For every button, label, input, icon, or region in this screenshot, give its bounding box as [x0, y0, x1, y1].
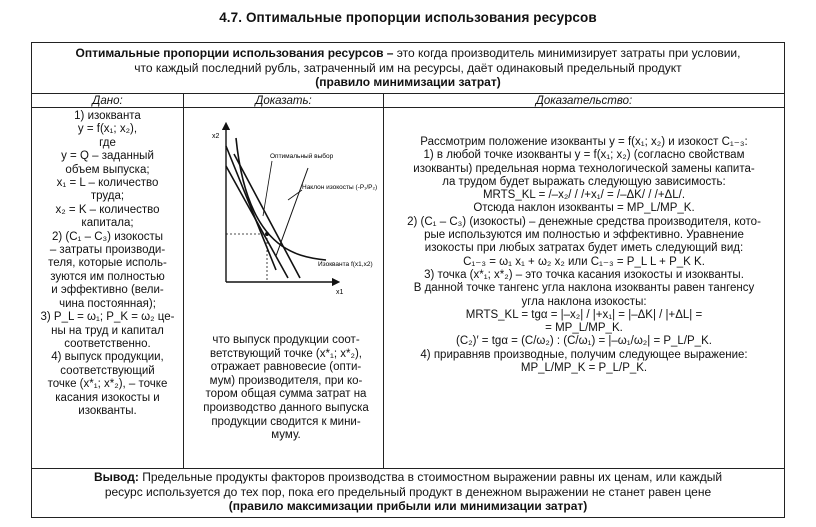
page-title: 4.7. Оптимальные пропорции использования ресурсов — [219, 10, 597, 25]
proof-line: Отсюда наклон изокванты = MP_L/MP_K. — [473, 202, 695, 215]
definition-text-1: это когда производитель минимизирует затраты при условии, — [393, 46, 741, 60]
optimal-choice-label: Оптимальный выбор — [270, 153, 334, 160]
proof-line: MRTS_KL = tgα = |–x₂| / |+x₁| = |–ΔK| / |+ΔL| = — [465, 308, 703, 321]
isocost-line-2 — [226, 166, 288, 278]
given-line: ны на труд и капитал — [51, 324, 164, 337]
header-given: Дано: — [32, 94, 184, 108]
prove-line: что выпуск продукции соот- — [212, 334, 360, 346]
proof-line: 4) приравняв производные, получим следующее выражение: — [420, 348, 748, 361]
given-line: 1) изокванта — [74, 110, 141, 122]
given-line: касания изокосты и — [55, 391, 160, 404]
prove-line: муму. — [271, 429, 301, 442]
given-line: изокванты. — [78, 404, 137, 417]
proof-line: MP_L/MP_K = P_L/P_K. — [520, 362, 648, 375]
isocost-line-1 — [226, 146, 276, 270]
proof-line: В данной точке тангенс угла наклона изокванты равен тангенсу — [413, 282, 755, 295]
isocost-slope-label: Наклон изокосты (-P₁/P₂) — [302, 184, 378, 191]
given-line: точке (x*₁; x*₂), – точке — [47, 378, 168, 391]
isoquant-diagram — [184, 108, 384, 308]
given-line: – затраты производи- — [49, 244, 166, 257]
given-column — [32, 108, 184, 468]
conclusion-text-2: ресурс используется до тех пор, пока его предельный продукт в денежном выражении не станет равен цене — [104, 484, 712, 499]
conclusion-rule: (правило максимизации прибыли или минимизации затрат) — [228, 499, 588, 513]
proof-line: 3) точка (x*₁; x*₂) – это точка касания изокосты и изокванты. — [424, 268, 744, 281]
definition-term: Оптимальные пропорции использования ресурсов – — [75, 46, 394, 60]
proof-line: рые используются им полностью и эффективно. Уравнение — [424, 229, 744, 242]
given-line: 2) (C₁ – C₃) изокосты — [51, 230, 164, 243]
conclusion-text-1: Предельные продукты факторов производства в стоимостном выражении равны их ценам, или каждый — [138, 470, 723, 484]
proof-line: изокванты) предельная норма технологической замены капита- — [413, 162, 755, 175]
definition-text-2: что каждый последний рубль, затраченный им на ресурсы, даёт одинаковый предельный продукт — [134, 60, 682, 75]
prove-line: отражает равновесие (опти- — [210, 361, 362, 374]
given-line: y = f(x₁; x₂), — [77, 123, 138, 136]
definition-rule: (правило минимизации затрат) — [315, 75, 501, 89]
proof-column — [384, 108, 784, 468]
given-line: 4) выпуск продукции, — [51, 351, 164, 364]
given-line: где — [99, 136, 116, 149]
given-line: x₂ = K – количество — [55, 203, 160, 216]
proof-line: (C₂)′ = tgα = (C/ω₂) : (C/ω₁) = |–ω₁/ω₂| = P_L/P_K. — [456, 335, 712, 348]
given-line: соответствующий — [60, 364, 155, 377]
tangent-line — [276, 168, 308, 256]
proof-line: 1) в любой точке изокванты y = f(x₁; x₂) (согласно свойствам — [423, 149, 745, 162]
proof-line: = MP_L/MP_K. — [545, 322, 623, 335]
given-line: соответственно. — [64, 337, 151, 350]
slope-label-leader — [288, 190, 302, 200]
given-line: труда; — [90, 190, 125, 203]
prove-line: тором общая сумма затрат на — [205, 388, 367, 401]
given-line: и эффективно (вели- — [51, 284, 164, 297]
given-line: x₁ = L – количество — [56, 177, 159, 190]
given-line: теля, которые исполь- — [48, 257, 167, 270]
conclusion-block — [32, 468, 784, 517]
given-line: зуются им полностью — [50, 270, 165, 283]
prove-statement — [198, 334, 374, 443]
given-line: капитала; — [81, 217, 134, 230]
proof-line: Рассмотрим положение изокванты y = f(x₁; x₂) и изокост C₁₋₃: — [420, 136, 748, 148]
proof-line: 2) (C₁ – C₃) (изокосты) – денежные средства производителя, кото- — [407, 215, 761, 228]
proof-line: ла трудом будет выражать следующую зависимость: — [442, 175, 726, 188]
isoquant-label: Изокванта f(x1,x2) — [318, 261, 373, 268]
given-line: y = Q – заданный — [61, 150, 154, 163]
y-axis-label: x2 — [212, 133, 220, 140]
definition-block — [32, 43, 784, 94]
proof-line: угла наклона изокосты: — [521, 295, 647, 308]
proof-line: C₁₋₃ = ω₁ x₁ + ω₂ x₂ или C₁₋₃ = P_L L + P_K K. — [463, 255, 705, 268]
given-line: объем выпуска; — [65, 163, 150, 176]
given-line: 3) P_L = ω₁; P_K = ω₂ це- — [40, 311, 175, 324]
header-proof: Доказательство: — [384, 94, 784, 108]
x-axis-label: x1 — [336, 289, 344, 296]
optimum-point — [265, 232, 269, 236]
conclusion-term: Вывод: — [93, 470, 139, 484]
header-prove: Доказать: — [184, 94, 384, 108]
prove-line: производство данного выпуска — [203, 401, 369, 414]
prove-line: продукции сводится к мини- — [211, 415, 361, 428]
prove-line: ветствующий точке (x*₁; x*₂), — [210, 347, 362, 360]
prove-column — [184, 108, 384, 468]
proof-line: MRTS_KL = /–x₂/ / /+x₁/ = /–ΔK/ / /+ΔL/. — [482, 189, 686, 202]
content-table — [31, 42, 785, 518]
proof-line: изокосты при любых затратах будет иметь следующий вид: — [424, 242, 744, 255]
optimal-label-leader — [263, 161, 272, 216]
prove-line: мум) производителя, при ко- — [209, 374, 363, 387]
given-line: чина постоянная); — [59, 297, 156, 310]
